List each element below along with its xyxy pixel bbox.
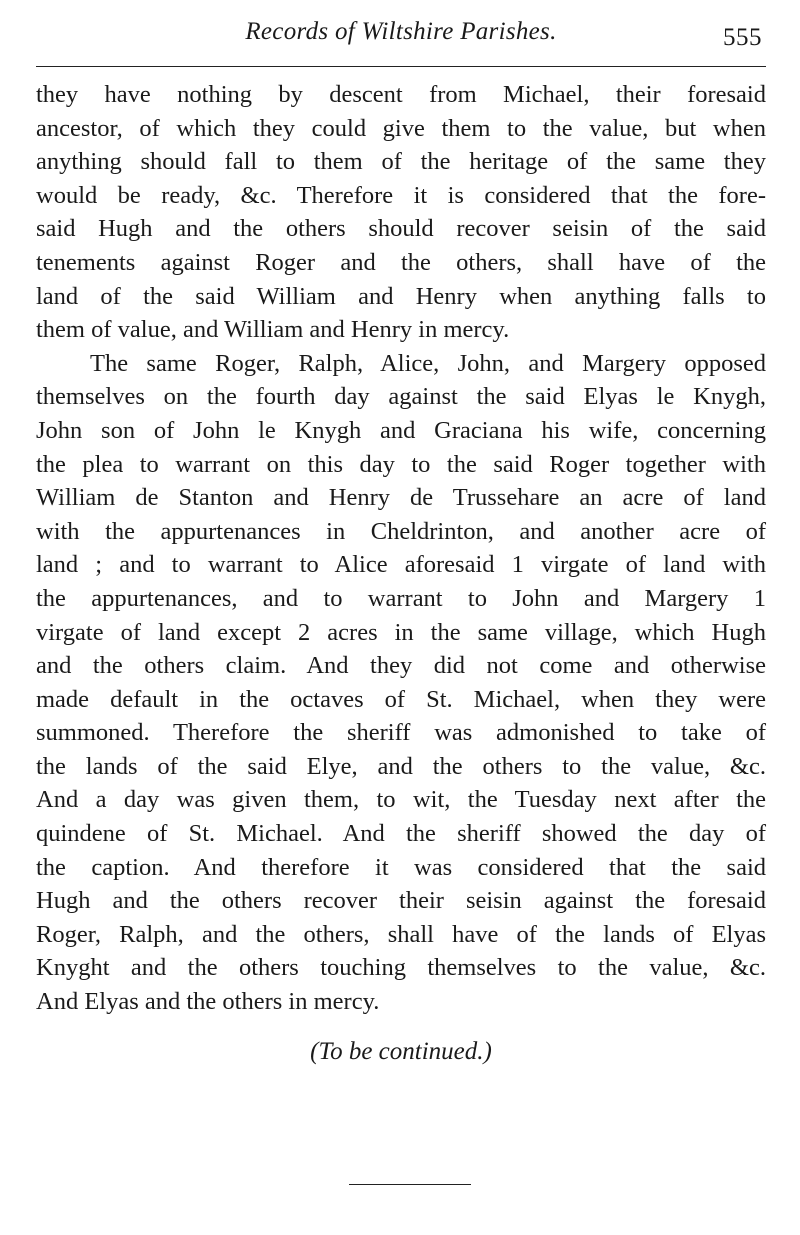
text-line: ancestor, of which they could give them to the value, but when bbox=[36, 114, 766, 142]
text-line: and the others claim. And they did not come and otherwise bbox=[36, 652, 766, 680]
running-title: Records of Wiltshire Parishes. bbox=[245, 18, 557, 45]
text-line: summoned. Therefore the sheriff was admonished to take of bbox=[36, 719, 766, 747]
text-line: would be ready, &c. Therefore it is considered that the fore- bbox=[36, 181, 766, 209]
text-line: And a day was given them, to wit, the Tuesday next after the bbox=[36, 786, 766, 814]
paragraph bbox=[36, 78, 766, 347]
text-line: Roger, Ralph, and the others, shall have of the lands of Elyas bbox=[36, 920, 766, 948]
text-line: Knyght and the others touching themselves to the value, &c. bbox=[36, 954, 766, 982]
text-line: with the appurtenances in Cheldrinton, and another acre of bbox=[36, 517, 766, 545]
text-line: the lands of the said Elye, and the others to the value, &c. bbox=[36, 752, 766, 780]
end-rule bbox=[349, 1184, 471, 1185]
text-line: quindene of St. Michael. And the sheriff showed the day of bbox=[36, 820, 766, 848]
text-line: the caption. And therefore it was considered that the said bbox=[36, 853, 766, 881]
text-line: John son of John le Knygh and Graciana his wife, concerning bbox=[36, 416, 766, 444]
text-line: the appurtenances, and to warrant to John and Margery 1 bbox=[36, 584, 766, 612]
continued-note: (To be continued.) bbox=[310, 1038, 492, 1065]
text-line: virgate of land except 2 acres in the same village, which Hugh bbox=[36, 618, 766, 646]
header-rule bbox=[36, 66, 766, 67]
text-line: The same Roger, Ralph, Alice, John, and Margery opposed bbox=[90, 349, 766, 377]
text-line: them of value, and William and Henry in mercy. bbox=[36, 316, 510, 344]
text-line: made default in the octaves of St. Michael, when they were bbox=[36, 685, 766, 713]
text-line: they have nothing by descent from Michael, their foresaid bbox=[36, 81, 766, 108]
text-line: Hugh and the others recover their seisin against the foresaid bbox=[36, 887, 766, 915]
text-line: anything should fall to them of the heritage of the same they bbox=[36, 148, 766, 176]
text-line: said Hugh and the others should recover seisin of the said bbox=[36, 215, 766, 243]
text-line: themselves on the fourth day against the said Elyas le Knygh, bbox=[36, 383, 766, 411]
paragraph bbox=[36, 347, 766, 1019]
page-number: 555 bbox=[723, 24, 762, 51]
text-line: land ; and to warrant to Alice aforesaid 1 virgate of land with bbox=[36, 551, 766, 579]
text-line: land of the said William and Henry when anything falls to bbox=[36, 282, 766, 310]
running-header bbox=[36, 14, 766, 54]
body-text bbox=[36, 78, 766, 1019]
text-line: William de Stanton and Henry de Trussehare an acre of land bbox=[36, 484, 766, 512]
text-line: And Elyas and the others in mercy. bbox=[36, 988, 380, 1016]
text-line: tenements against Roger and the others, shall have of the bbox=[36, 248, 766, 276]
text-line: the plea to warrant on this day to the said Roger together with bbox=[36, 450, 766, 478]
